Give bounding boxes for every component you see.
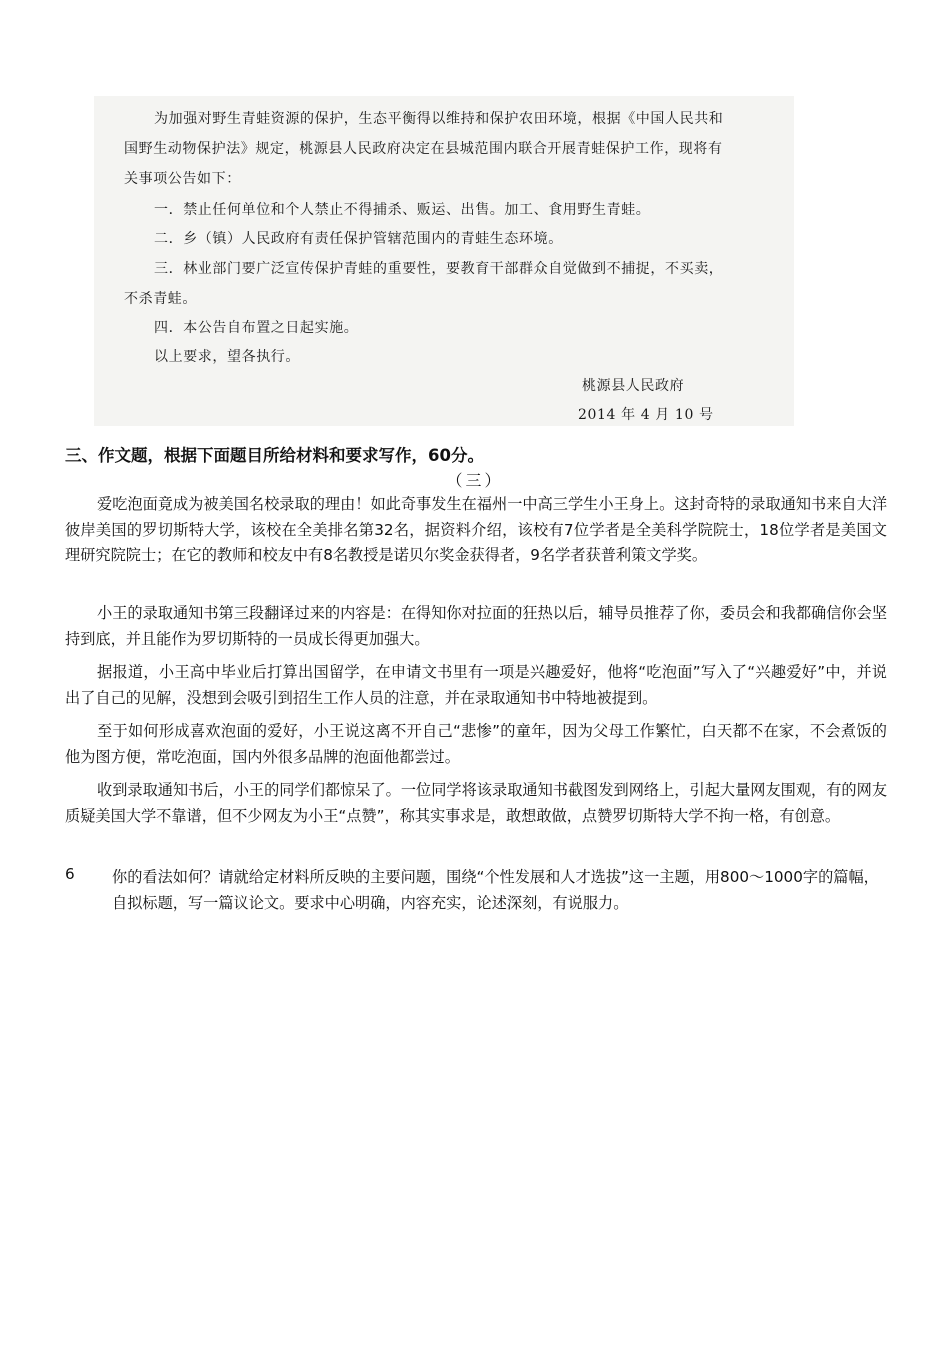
section-subtitle: （三） [446,471,504,490]
scanned-notice [94,96,794,426]
paragraph: 据报道，小王高中毕业后打算出国留学，在申请文书里有一项是兴趣爱好，他将“吃泡面”写入了“兴趣爱好”中，并说出了自己的见解，没想到会吸引到招生工作人员的注意，并在录取通知书中特地被提到。 [65,663,887,707]
notice-line: 一．禁止任何单位和个人禁止不得捕杀、贩运、出售。加工、食用野生青蛙。 [154,202,651,218]
paragraph: 至于如何形成喜欢泡面的爱好，小王说这离不开自己“悲惨”的童年，因为父母工作繁忙，白天都不在家，不会煮饭的他为图方便，常吃泡面，国内外很多品牌的泡面他都尝过。 [65,722,887,766]
paragraph: 爱吃泡面竟成为被美国名校录取的理由！如此奇事发生在福州一中高三学生小王身上。这封奇特的录取通知书来自大洋彼岸美国的罗切斯特大学，该校在全美排名第32名，据资料介绍，该校有7位学者是全美科学院院士，18位学者是美国文理研究院院士；在它的教师和校友中有8名教授是诺贝尔奖金获得者，9名学者获普利策文学奖。 [65,495,887,564]
paragraph: 收到录取通知书后，小王的同学们都惊呆了。一位同学将该录取通知书截图发到网络上，引起大量网友围观，有的网友质疑美国大学不靠谱，但不少网友为小王“点赞”，称其实事求是，敢想敢做，点赞罗切斯特大学不拘一格，有创意。 [65,781,887,825]
notice-signer: 桃源县人民政府 [582,378,685,394]
notice-line: 四．本公告自布置之日起实施。 [154,320,359,336]
notice-line: 关事项公告如下： [124,171,241,187]
question-text: 你的看法如何？请就给定材料所反映的主要问题，围绕“个性发展和人才选拔”这一主题，用800～1000字的篇幅，自拟标题，写一篇议论文。要求中心明确，内容充实，论述深刻，有说服力。 [112,868,879,912]
question-number: 6 [65,865,75,883]
notice-line: 三．林业部门要广泛宣传保护青蛙的重要性，要教育干部群众自觉做到不捕捉，不买卖， [154,261,724,277]
paragraph: 小王的录取通知书第三段翻译过来的内容是：在得知你对拉面的狂热以后，辅导员推荐了你，委员会和我都确信你会坚持到底，并且能作为罗切斯特的一员成长得更加强大。 [65,604,887,648]
notice-line: 为加强对野生青蛙资源的保护，生态平衡得以维持和保护农田环境，根据《中国人民共和 [154,111,724,127]
notice-line: 二．乡（镇）人民政府有责任保护管辖范围内的青蛙生态环境。 [154,231,563,247]
notice-date: 2014 年 4 月 10 号 [578,407,714,423]
notice-line: 国野生动物保护法》规定，桃源县人民政府决定在县城范围内联合开展青蛙保护工作，现将有 [124,141,723,157]
section-title: 三、作文题，根据下面题目所给材料和要求写作，60分。 [65,446,484,465]
notice-line: 以上要求，望各执行。 [154,349,300,365]
notice-line: 不杀青蛙。 [124,291,197,307]
